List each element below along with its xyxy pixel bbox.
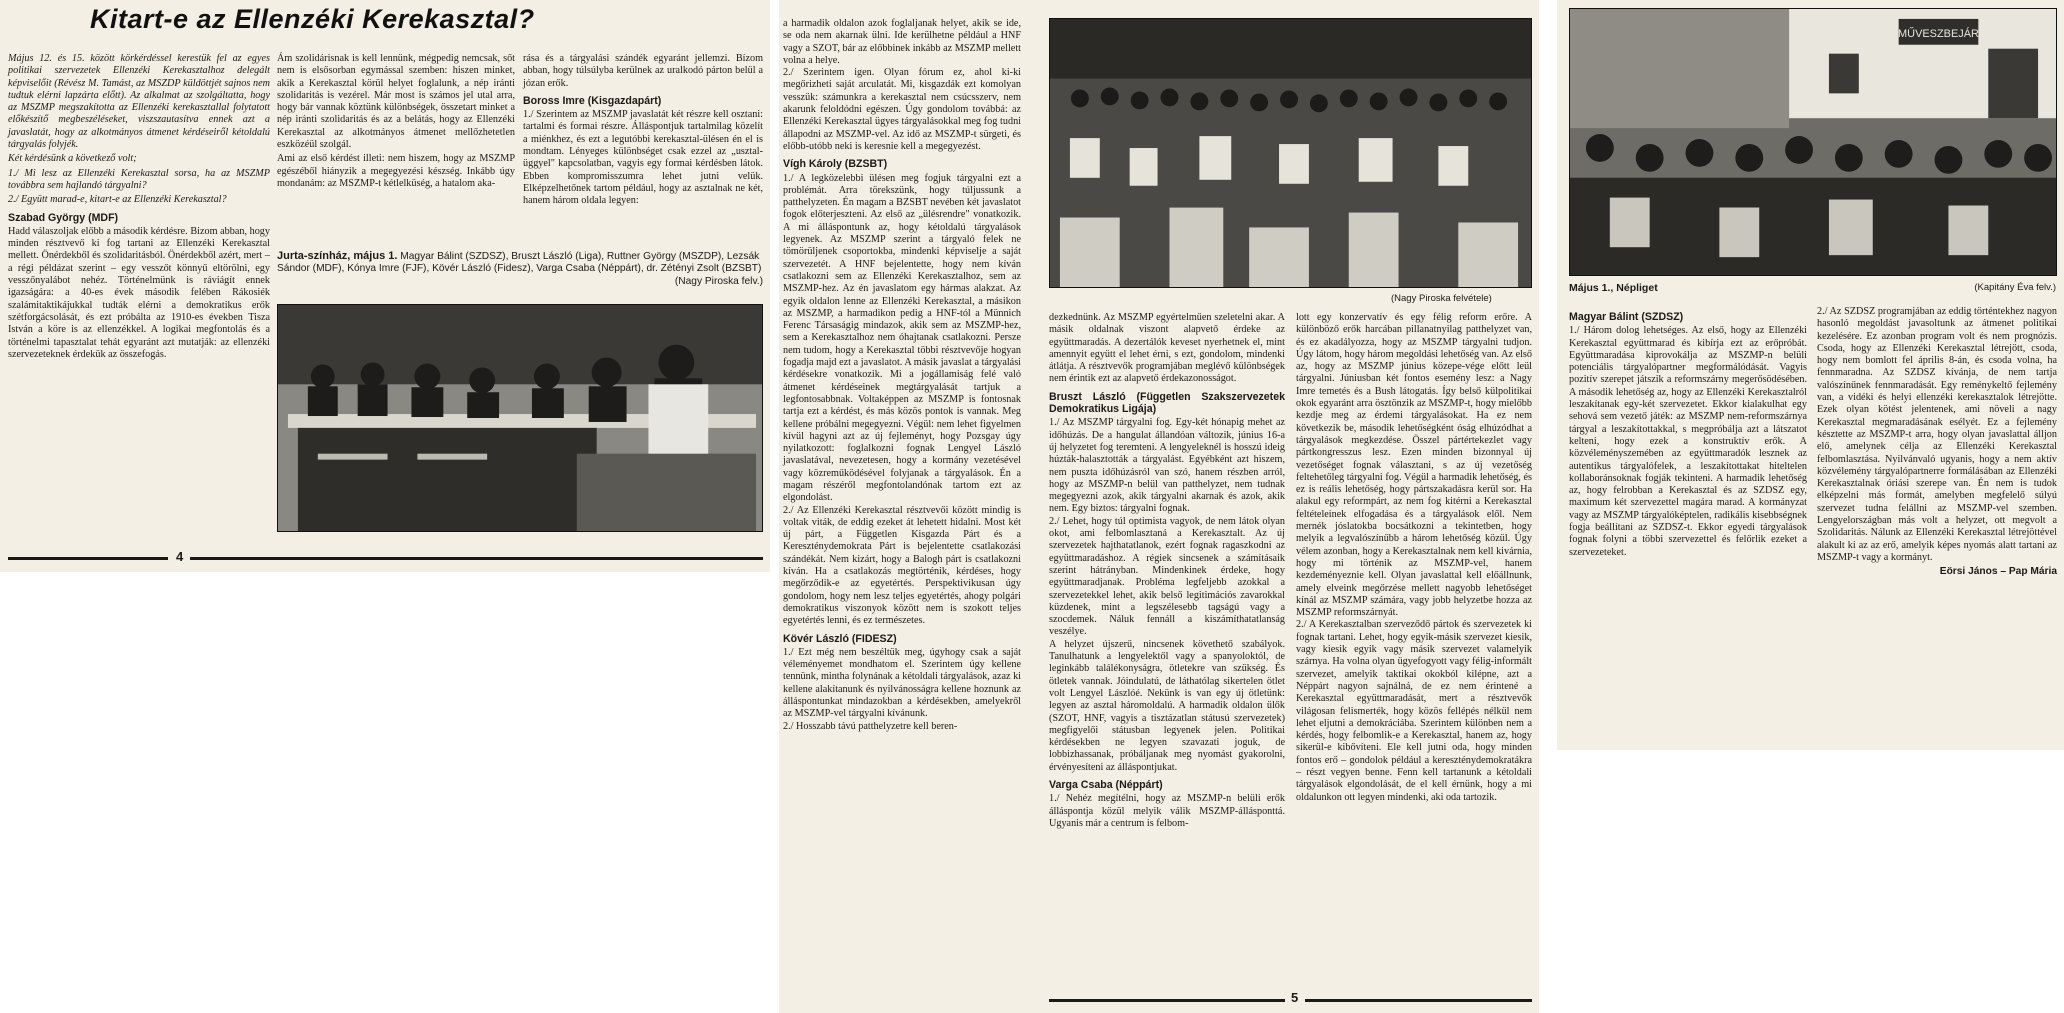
article-text: lott egy konzervatív és egy félig reform erőre. A különböző erők harcában pillanatnyilag patthelyzet van, és ez akadályozza, hogy az MSZMP tárgyalni tudjon. Úgy látom, hogy három megoldási lehetőség van. Az első az, hogy az MSZMP június közepe-vége előtt leül tárgyalni. Júniusban két fontos esemény lesz: a Nagy Imre temetés és a Bush látogatás. Így belső külpolitikai okok egyaránt arra ösztönzik az MSZMP-t, hogy mielőbb kezdje meg az érdemi tárgyalásokat. Ha ez nem következik be, második lehetőségként óság elhúzódhat a tárgyalások megkezdése. Összel pártértekezlet vagy pártkongresszus lesz. Ezen minden bizonnyal új vezetőséget fognak választani, s az új vezetőség feltehetőleg tárgyalni fog. Végül a harmadik lehetőség, és ez is reális lehetőség, hogy pártszakadásra kerül sor. Ha alakul egy reformpárt, az nem fog kitérni a Kerekasztal feltételeinek elfogadása és a tárgyalások elől. Nem mernék jóslatokba bocsátkozni a tekintetben, hogy melyik a legvalószínűbb a három lehetőség közül. Úgy vélem azonban, hogy a Kerekasztalnak nem kell kivárnia, hogy mi történik az MSZMP-vel, hanem kezdeményeznie kell. Olyan javaslattal kell előállnunk, amely elveink megőrzése mellett nagyobb lehetőséget kínál az MSZMP számára, vagy jobb helyzetbe hozza az MSZMP reformszárnyát. 2./ A Kerekasztalban szerveződő pártok és szervezetek ki fognak tartani. Lehet, hogy egyik-másik szervezet kiesik, vagy kiesik egyik vagy másik szervezet valamelyik szárnya. Ha volna olyan ügyefogyott vagy félig-informált szervezet, amelyik taktikai okokból kilépne, azt a Néppárt nagyon sajnálná, de ez nem érintené a Kerekasztal együttmaradását, mert a résztvevők világosan felismerték, hogy közös fellépés nélkül nem lehet eljutni a demokráciába. Szerintem különben nem a kérdés, hogy felbomlik-e a Kerekasztal, hanem az, hogy sikerül-e kibővíteni. Ele kell jutni oda, hogy minden fontos erő – gondolok például a kereszténydemokratákra – részt vegyen benne. Fenn kell tartanunk a kétoldali tárgyalások elgondolását, de el kell érnünk, hogy a mi oldalunkon ott legyen mindenki, aki oda tartozik. [1296, 312, 1532, 803]
column-2 [277, 53, 515, 192]
speaker-name: Varga Csaba (Néppárt) [1049, 778, 1163, 791]
bottom-rule [8, 557, 168, 560]
photo-caption-text: Magyar Bálint (SZDSZ), Bruszt László (Liga), Ruttner György (MSZDP), Lezsák Sándor (MDF), Kónya Imre (FJF), Kövér László (Fidesz), Varga Csaba (Néppárt), dr. Zétényi Zsolt (BZSBT) [277, 251, 762, 275]
lead-paragraph: Május 12. és 15. között körkérdéssel kerestük fel az egyes politikai szervezetek Ellenzéki Kerekasztalhoz delegált képviselőit (Révész M. Tamást, az MSZDP küldöttjét sajnos nem tudtuk elérni lapzárta előtt). Az alkalmat az szolgáltatta, hogy az MSZMP megszakította az Ellenzéki kerekasztallal folytatott előkészítő megbeszéléseket, viszszautasítva ennek azt a javaslatát, hogy az alkotmányos átmenet kérdéseiről kétoldalú tárgyalás folyjék. [8, 53, 270, 151]
column-1 [8, 53, 270, 363]
article-text: Ám szolidárisnak is kell lennünk, mégpedig nemcsak, sőt nem is elsősorban egymással szemben: hiszen minket, akik a Kerekasztal körül helyet foglalunk, a nép iránti szolidaritás is vezérel. Már most is számos jel utal arra, hogy bár vannak köztünk különbségek, összetart minket a nép iránti szolidaritás és az a belátás, hogy az Ellenzéki Kerekasztal az alkotmányos átmenet mellőzhetetlen eszközéül szolgál. [277, 53, 515, 151]
lead-question-intro: Két kérdésünk a következő volt; [8, 153, 137, 165]
page-5 [779, 0, 1539, 1013]
page-number: 4 [176, 549, 184, 564]
rally-photo [1569, 8, 2057, 276]
column-2 [1049, 312, 1285, 832]
article-text: Ami az első kérdést illeti: nem hiszem, hogy az MSZMP egészéből hiányzik a megegyezési készség. Inkább úgy mondanám: az MSZMP-t kétlelküség, a hatalom aka- [277, 153, 515, 189]
article-text: Hadd válaszoljak előbb a második kérdésre. Bizom abban, hogy minden résztvevő ki fog tartani az Ellenzéki Kerekasztal mellett. Önérdekből és szolidaritásból. Önérdekből azért, mert – a régi példázat szerint – egy vesszőt könnyű eltörölni, egy vesszőnyalábot nehéz. Történelmünk is ráviágít ennek igazságára: a 40-es évek második felében Rákosiék szalámitaktikájukkal tudták elérni a demokratikus erők szétforgácsolását, és ezt próbálta az 1910-es években Tisza István a köre is az ellenzékkel. A logikai megfontolás és a történelmi tapasztalat tehát egyaránt azt mutatják: az ellenzéki szervezeteknek érdekük az összefogás. [8, 225, 270, 360]
article-text: 1./ Nehéz megítélni, hogy az MSZMP-n belüli erők álláspontja közül melyik válik MSZMP-állásponttá. Ugyanis már a centrum is felbom- [1049, 793, 1285, 829]
headline: Kitart-e az Ellenzéki Kerekasztal? [90, 4, 535, 34]
bottom-rule [1305, 999, 1532, 1002]
article-text: 1./ Ezt még nem beszéltük meg, úgyhogy csak a saját véleményemet mondhatom el. Szerintem úgy kellene tennünk, mintha folynának a kétoldali tárgyalások, azaz ki kellene alakítanunk és nyilvánosságra kellene hoznunk az álláspontunkat mindazokban a kérdésekben, amelyekről az MSZMP-vel tárgyalni kívánunk. 2./ Hosszabb távú patthelyzetre kell beren- [783, 646, 1021, 732]
photo-credit: (Nagy Piroska felv.) [674, 275, 763, 287]
bottom-rule [190, 557, 763, 560]
speaker-name: Kövér László (FIDESZ) [783, 632, 897, 645]
lead-question-1: 1./ Mi lesz az Ellenzéki Kerekasztal sorsa, ha az MSZMP továbbra sem hajlandó tárgyalni? [8, 167, 270, 191]
column-1 [1569, 306, 1807, 561]
building-sign: MŰVESZBEJÁR [1898, 27, 1979, 40]
author-signature: Eörsi János – Pap Mária [1939, 566, 2057, 578]
speaker-name: Vígh Károly (BZSBT) [783, 158, 888, 171]
page-4 [0, 0, 770, 572]
audience-photo [1049, 18, 1532, 288]
lead-question-2: 2./ Együtt marad-e, kitart-e az Ellenzéki Kerekasztal? [8, 194, 227, 206]
article-text: 2./ Az SZDSZ programjában az eddig történtekhez nagyon hasonló megoldást javasoltunk az átmenet politikai kezelésére. Ez azonban program volt és nem prognózis. Csoda, hogy az Ellenzéki Kerekasztal létrejött, csoda, hogy nem bomlott fel április 8-án, és csoda volna, ha fennmaradna. Az SZDSZ kívánja, de nem tartja valószínűnek fennmaradását. Egy reménykeltő fejlemény van, a vidéki és helyi ellenzéki kerekasztalok létrejötte. Ezek olyan kötést jelentenek, ami növeli a nagy Kerekasztal megmaradásának esélyét. Ez a fejlemény késztette az MSZMP-t arra, hogy olyan javaslattal álljon elő, amelynek célja az Ellenzéki Kerekasztal felbomlasztása. Nyilvánvaló ugyanis, hogy a nem aktív közvélemény tárgyalópartnerre formálásában az Ellenzéki Kerekasztalnak óriási szerepe van. Én nem is tudok elképzelni más formát, amelyben megfelelő súlyú szervezet tudna felállni az MSZMP-vel szemben. Lengyelországban más volt a helyzet, ott megvolt a Szolidaritás. Nálunk az Ellenzéki Kerekasztal létrejöttével alakult ki az az erő, amelyik képes nyomás alatt tartani az MSZMP-t vagy a kormányt. [1817, 306, 2057, 563]
photo-credit: (Kapitány Éva felv.) [1974, 282, 2056, 293]
article-text: dezkednünk. Az MSZMP egyértelműen szeletelni akar. A másik oldalnak viszont alapvető érdeke az együttmaradás. A dezertálók keveset nyerhetnek el, mint amennyit együtt el lehet érni, s ezt, gondolom, mindenki átlátja. A résztvevők programjában meglévő különbségek nem érintik ezt az alapvető érdekazonosságot. [1049, 312, 1285, 385]
bottom-rule [1049, 999, 1285, 1002]
speaker-name: Szabad György (MDF) [8, 211, 119, 224]
panel-photo [277, 304, 763, 532]
article-text: a harmadik oldalon azok foglaljanak helyet, akik se ide, se oda nem akarnak ülni. Ide kerülhetne például a HNF vagy a SZOT, bár az előbbinek inkább az MSZMP mellett volna a helye. 2./ Szerintem igen. Olyan fórum ez, ahol ki-ki megőrizheti saját arculatát. Mi, kisgazdák ezt komolyan vesszük: számunkra a kerekasztal nem csúcsszerv, nem akarunk feloldódni egészen. Úgy gondolom továbbá: az Ellenzéki Kerekasztal ügyes tárgyalásokkal meg fog tudni állapodni az MSZMP-vel. Az idő az MSZMP-t sürgeti, és előbb-utóbb neki is keresnie kell a megegyezést. [783, 18, 1021, 152]
article-text: 1./ Három dolog lehetséges. Az első, hogy az Ellenzéki Kerekasztal együttmarad és kibírja ezt az erőpróbát. Együttmaradása kiprovokálja az MSZMP-n belüli potenciális tárgyalópartner megformálódását. Vagyis pozitív szerepet játszik a reformszárny megerősödésében. A második lehetőség az, hogy az Ellenzéki Kerekasztalról leszakítanak egy-két szervezetet. Ekkor kialakulhat egy sehová sem vezető játék: az MSZMP nem-reformszárnya tárgyal a leszakítottakkal, s megpróbálja azt a látszatot kelteni, hogy ezek a konstruktív erők. A közvéleményszemében az együttmaradók lesznek az autentikus tárgyalófelek, a leszakítottakat hiteltelen kollaboránsoknak fogják tekinteni. A harmadik lehetőség az, hogy felrobban a Kerekasztal és az SZDSZ egy, maximum két szervezettel magára marad. A kormányzat vagy az MSZMP tárgyalóképtelen, radikális kisebbségnek fogja beállítani az SZDSZ-t. Ekkor egyedi tárgyalások fognak folyni a többi szervezettel és felőrlik ezeket a szervezeteket. [1569, 325, 1807, 558]
column-3 [523, 53, 763, 210]
page-6 [1557, 0, 2064, 750]
photo-caption: Május 1., Népliget [1569, 282, 1658, 294]
page-number: 5 [1291, 990, 1299, 1005]
column-3 [1296, 312, 1532, 806]
photo-caption-title: Jurta-színház, május 1. [277, 250, 398, 262]
speaker-name: Bruszt László (Független Szakszervezetek Demokratikus Ligája) [1049, 390, 1285, 416]
article-text: 1./ Szerintem az MSZMP javaslatát két részre kell osztani: tartalmi és formai részre. Álláspontjuk tartalmilag közelít a miénkhez, és ezt a legutóbbi kerekasztal-ülésen én el is mondtam. Lényeges különbséget csak ezzel az „usztal-üggyel" kapcsolatban, vagyis egy formai kérdésben látok. Ebben kompromisszumra lehet jutni velük. Elképzelhetőnek tartom például, hogy az asztalnak ne két, hanem három oldala legyen: [523, 109, 763, 207]
article-text: rása és a tárgyalási szándék egyaránt jellemzi. Bízom abban, hogy túlsúlyba kerülnek az uralkodó párton belül a józan erők. [523, 53, 763, 89]
column-2 [1817, 306, 2057, 579]
speaker-name: Magyar Bálint (SZDSZ) [1569, 311, 1684, 323]
photo-caption [277, 250, 763, 288]
photo-credit: (Nagy Piroska felvétele) [1391, 293, 1492, 304]
article-text: 1./ A legközelebbi ülésen meg fogjuk tárgyalni ezt a problémát. Arra törekszünk, hogy túljussunk a patthelyzeten. Én magam a BZSBT nevében két javaslatot fogok előterjeszteni. Az első az „ülésrendre" vonatkozik. A mi álláspontunk az, hogy kétoldalú tárgyalások legyenek. Az MSZMP szerint a tárgyaló felek ne tömörüljenek csoportokba, mindenki képviselje a saját szervezetét. A HNF bejelentette, hogy nem kíván csatlakozni sem az Ellenzéki Kerekasztalhoz, sem az MSZMP-hez. Az én javaslatom egy hármas alakzat. Az egyik oldalon lenne az Ellenzéki Kerekasztal, a másikon az MSZMP, a harmadikon pedig a HNF-tól a Münnich Ferenc Társaságig mindazok, akik sem az MSZMP-hez, sem a Kerekasztalhoz nem óhajtanak csatlakozni. Persze nem tudom, hogy a Kerekasztal többi résztvevője hogyan fogadja majd ezt a javaslatot. A másik javaslat a tárgyalási kérdésekre vonatkozik. Mi a jogállamiság felé való átmenet kérdéseinek megtárgyalását tartjuk a legfontosabbnak. Voltaképpen az MSZMP is fontosnak tartja ezt a kérdést, és más közös pontok is vannak. Meg kellene próbálni megegyezni. Végül: nem lehet figyelmen kívül hagyni azt az új fejleményt, hogy Pozsgay úgy nyilatkozott: foglalkozni fognak Lengyel László javaslatával, nevezetesen, hogy a kormány vezetésével vagy közreműködésével folyjanak a tárgyalások. Én a magam részéről megfontolandónak tartom ezt az elgondolást. 2./ Az Ellenzéki Kerekasztal résztvevői között mindig is voltak viták, de eddig ezeket át lehetett hidalni. Most két új párt, a Független Kisgazda Párt és a Kereszténydemokrata Párt is bejelentette csatlakozási szándékát. Nem kizárt, hogy a Balogh párt is csatlakozni kíván. Ha a csatlakozás megtörténik, kérdéses, hogy megőrződik-e az egyetértés. Perspektivikusan úgy gondolom, hogy nem lesz teljes egyetértés, ahogy polgári demokratikus viszonyok között nem is szokott teljes egyetértés lenni, és ez természetes. [783, 172, 1021, 627]
article-text: 1./ Az MSZMP tárgyalni fog. Egy-két hónapig mehet az időhúzás. De a hangulat állandóan változik, június 16-a új helyzetet fog teremteni. A lengyeleknél is hosszú ideig húzták-halasztották a tárgyalást. Egyébként azt hiszem, nem puszta időhúzásról van szó, hanem részben arról, hogy az MSZMP-n belül van patthelyzet, nem tudnak megegyezni azok, akik tárgyalni akarnak és azok, akik nem. Egy biztos: tárgyalni fognak. 2./ Lehet, hogy túl optimista vagyok, de nem látok olyan okot, ami felbomlasztaná a Kerekasztalt. Az új szervezetek hajthatatlanok, ezért fognak ragaszkodni az együttmaradáshoz. A régiek sincsenek a számításaik szerint hátrányban. Mindenkinek érdeke, hogy együttmaradjanak. Probléma legfeljebb azokkal a szervezetekkel lehet, akik belső legitimációs zavarokkal küzdenek, mint a legszélesebb tagságú vagy a szocdemek. Náluk fennáll a kiszámíthatatlanság veszélye. A helyzet újszerű, nincsenek követhető szabályok. Tanulhatunk a lengyelektől vagy a spanyoloktól, de leginkább találékonyságra, ötletekre van szükség. És ötletek vannak. Jóindulatú, de láthatólag sikertelen ötlet volt Lengyel Lászlóé. Nekünk is van egy új ötletünk: legyen az asztal háromoldalú. A harmadik oldalon ülők (SZOT, HNF, vagyis a tisztázatlan státusú szervezetek) megfigyelői státusban legyenek jelen. Politikai kérdésekben ne legyen szavazati joguk, de lobbizhassanak, próbáljanak meg nyomást gyakorolni, érvényesíteni az álláspontjukat. [1049, 417, 1285, 773]
speaker-name: Boross Imre (Kisgazdapárt) [523, 94, 662, 107]
column-1 [783, 18, 1021, 735]
